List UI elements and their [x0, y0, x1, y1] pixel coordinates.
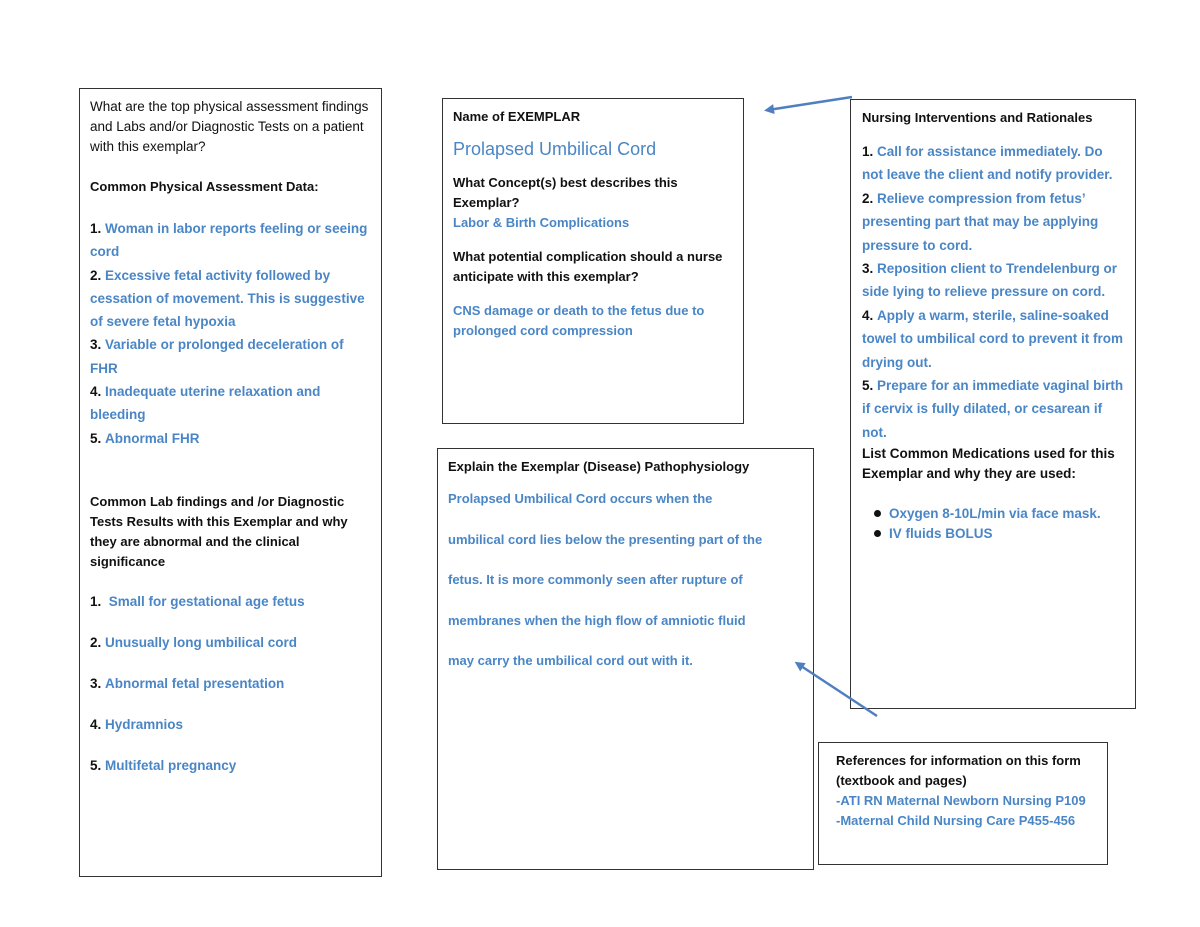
list-item	[862, 374, 1124, 444]
item-text: Small for gestational age fetus	[108, 593, 305, 609]
item-number: 2.	[90, 267, 102, 283]
reference-item: -Maternal Child Nursing Care P455-456	[836, 813, 1076, 828]
list-item	[90, 756, 371, 776]
item-number: 4.	[862, 307, 874, 323]
complication-answer: CNS damage or death to the fetus due to prolonged cord compression	[453, 303, 705, 338]
item-number: 5.	[90, 757, 102, 773]
physical-assessment-list	[90, 217, 371, 450]
medications-title: List Common Medications used for this Exemplar and why they are used:	[862, 446, 1115, 482]
item-text: Call for assistance immediately. Do not leave the client and notify provider.	[862, 144, 1113, 183]
pathophysiology-label: Explain the Exemplar (Disease) Pathophysiology	[448, 459, 750, 474]
item-number: 3.	[862, 261, 874, 277]
item-text: Hydramnios	[105, 716, 184, 732]
item-text: Reposition client to Trendelenburg or side lying to relieve pressure on cord.	[862, 261, 1118, 300]
pathophysiology-line: umbilical cord lies below the presenting part of the	[448, 531, 763, 547]
list-item	[90, 380, 371, 427]
list-item	[90, 427, 371, 450]
interventions-label: Nursing Interventions and Rationales	[862, 110, 1093, 125]
list-item	[90, 264, 371, 334]
item-text: Abnormal fetal presentation	[105, 675, 285, 691]
arrow-to-exemplar	[768, 97, 852, 110]
references-box	[818, 742, 1108, 865]
reference-item: -ATI RN Maternal Newborn Nursing P109	[836, 793, 1086, 808]
lab-findings-title: Common Lab findings and /or Diagnostic Tests Results with this Exemplar and why they are abnormal and the clinical significance	[90, 493, 348, 569]
item-number: 5.	[90, 430, 102, 446]
pathophysiology-line: Prolapsed Umbilical Cord occurs when the	[448, 491, 713, 506]
list-item	[862, 304, 1124, 374]
item-number: 5.	[862, 378, 874, 394]
item-number: 2.	[90, 634, 102, 650]
list-item	[862, 187, 1124, 257]
item-number: 1.	[90, 221, 102, 236]
list-item	[90, 217, 371, 264]
item-number: 3.	[90, 337, 102, 353]
item-number: 1.	[90, 593, 102, 609]
item-text: Woman in labor reports feeling or seeing cord	[90, 221, 368, 260]
list-item	[90, 674, 371, 694]
exemplar-label: Name of EXEMPLAR	[453, 109, 581, 124]
physical-assessment-title: Common Physical Assessment Data:	[90, 179, 319, 194]
item-text: Abnormal FHR	[105, 430, 200, 446]
item-number: 1.	[862, 144, 874, 159]
list-item	[90, 633, 371, 653]
item-number: 4.	[90, 384, 102, 400]
item-text: Variable or prolonged deceleration of FHR	[90, 337, 344, 376]
item-text: Oxygen 8-10L/min via face mask.	[889, 506, 1101, 522]
pathophysiology-line: fetus. It is more commonly seen after rupture of	[448, 572, 743, 587]
list-item	[874, 504, 1124, 524]
medications-list	[862, 504, 1124, 544]
bullet-icon	[874, 510, 881, 517]
item-text: Unusually long umbilical cord	[105, 634, 298, 650]
item-text: Apply a warm, sterile, saline-soaked towel to umbilical cord to prevent it from drying out.	[862, 307, 1124, 370]
item-number: 2.	[862, 190, 874, 206]
lab-findings-list	[90, 592, 371, 776]
concept-answer: Labor & Birth Complications	[453, 215, 630, 230]
list-item	[862, 140, 1124, 187]
item-text: IV fluids BOLUS	[889, 526, 993, 542]
item-text: Inadequate uterine relaxation and bleeding	[90, 384, 321, 423]
list-item	[874, 524, 1124, 544]
list-item	[90, 333, 371, 380]
assessment-box	[79, 88, 382, 877]
interventions-list	[862, 140, 1124, 444]
bullet-icon	[874, 530, 881, 537]
item-number: 4.	[90, 716, 102, 732]
item-number: 3.	[90, 675, 102, 691]
references-label: References for information on this form (textbook and pages)	[836, 753, 1081, 788]
exemplar-name: Prolapsed Umbilical Cord	[453, 139, 657, 159]
pathophysiology-line: may carry the umbilical cord out with it.	[448, 653, 693, 668]
item-text: Excessive fetal activity followed by cessation of movement. This is suggestive of severe fetal hypoxia	[90, 267, 365, 330]
interventions-box	[850, 99, 1136, 709]
list-item	[90, 715, 371, 735]
pathophysiology-box	[437, 448, 814, 870]
concept-question: What Concept(s) best describes this Exemplar?	[453, 175, 678, 210]
item-text: Relieve compression from fetus’ presenting part that may be applying pressure to cord.	[862, 190, 1099, 253]
complication-question: What potential complication should a nurse anticipate with this exemplar?	[453, 249, 723, 284]
item-text: Prepare for an immediate vaginal birth if cervix is fully dilated, or cesarean if not.	[862, 378, 1124, 440]
exemplar-box	[442, 98, 744, 424]
list-item	[862, 257, 1124, 304]
list-item	[90, 592, 371, 612]
pathophysiology-line: membranes when the high flow of amniotic fluid	[448, 612, 746, 628]
assessment-intro: What are the top physical assessment findings and Labs and/or Diagnostic Tests on a patient with this exemplar?	[90, 99, 369, 154]
item-text: Multifetal pregnancy	[105, 757, 237, 773]
